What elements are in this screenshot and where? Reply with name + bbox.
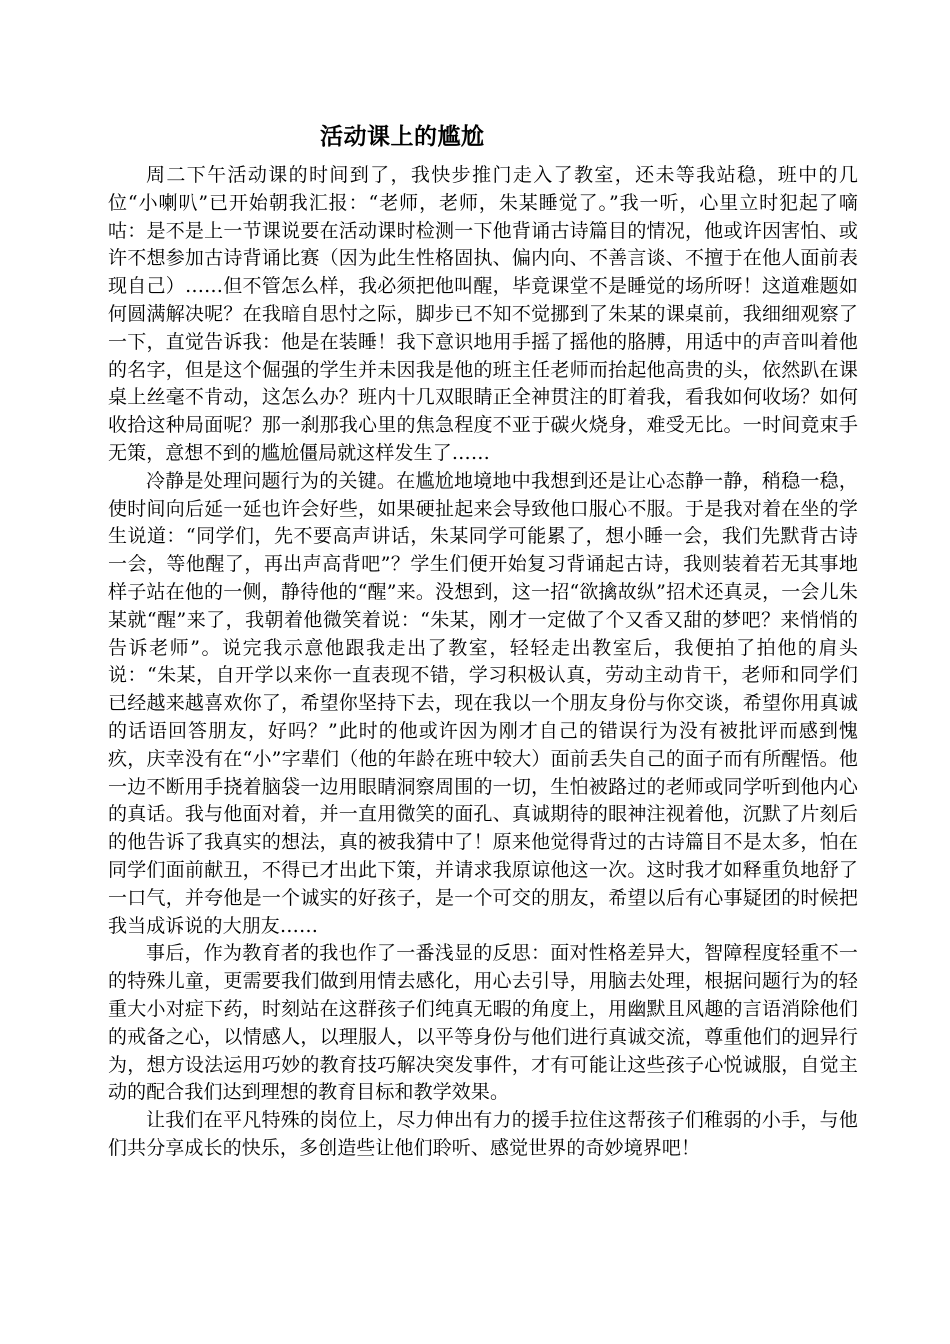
- document-page: [108, 118, 858, 1163]
- document-title: 活动课上的尴尬: [320, 123, 485, 150]
- paragraph-4: 让我们在平凡特殊的岗位上，尽力伸出有力的援手拉住这帮孩子们稚弱的小手，与他们共分享成长的快乐，多创造些让他们聆听、感觉世界的奇妙境界吧！: [108, 1109, 858, 1159]
- paragraph-3: 事后，作为教育者的我也作了一番浅显的反思：面对性格差异大，智障程度轻重不一的特殊儿童，更需要我们做到用情去感化，用心去引导，用脑去处理，根据问题行为的轻重大小对症下药，时刻站在这群孩子们纯真无暇的角度上，用幽默且风趣的言语消除他们的戒备之心，以情感人，以理服人，以平等身份与他们进行真诚交流，尊重他们的迥异行为，想方设法运用巧妙的教育技巧解决突发事件，才有可能让这些孩子心悦诚服，自觉主动的配合我们达到理想的教育目标和教学效果。: [108, 942, 858, 1104]
- paragraph-2: 冷静是处理问题行为的关键。在尴尬地境地中我想到还是让心态静一静，稍稳一稳，使时间向后延一延也许会好些，如果硬扯起来会导致他口服心不服。于是我对着在坐的学生说道：“同学们，先不要高声讲话，朱某同学可能累了，想小睡一会，我们先默背古诗一会，等他醒了，再出声高背吧”？学生们便开始复习背诵起古诗，我则装着若无其事地样子站在他的一侧，静待他的“醒”来。没想到，这一招“欲擒故纵”招术还真灵，一会儿朱某就“醒”来了，我朝着他微笑着说：“朱某，刚才一定做了个又香又甜的梦吧？来悄悄的告诉老师”。说完我示意他跟我走出了教室，轻轻走出教室后，我便拍了拍他的肩头说：“朱某，自开学以来你一直表现不错，学习积极认真，劳动主动肯干，老师和同学们已经越来越喜欢你了，希望你坚持下去，现在我以一个朋友身份与你交谈，希望你用真诚的话语回答朋友，好吗？”此时的他或许因为刚才自己的错误行为没有被批评而感到愧疚，庆幸没有在“小”字辈们（他的年龄在班中较大）面前丢失自己的面子而有所醒悟。他一边不断用手挠着脑袋一边用眼睛洞察周围的一切，生怕被路过的老师或同学听到他内心的真话。我与他面对着，并一直用微笑的面孔、真诚期待的眼神注视着他，沉默了片刻后的他告诉了我真实的想法，真的被我猜中了！原来他觉得背过的古诗篇目不是太多，怕在同学们面前献丑，不得已才出此下策，并请求我原谅他这一次。这时我才如释重负地舒了一口气，并夸他是一个诚实的好孩子，是一个可交的朋友，希望以后有心事疑团的时候把我当成诉说的大朋友……: [108, 469, 858, 937]
- paragraph-1: 周二下午活动课的时间到了，我快步推门走入了教室，还未等我站稳，班中的几位“小喇叭”已开始朝我汇报：“老师，老师，朱某睡觉了。”我一听，心里立时犯起了嘀咕：是不是上一节课说要在活动课时检测一下他背诵古诗篇目的情况，他或许因害怕、或许不想参加古诗背诵比赛（因为此生性格固执、偏内向、不善言谈、不擅于在他人面前表现自己）……但不管怎么样，我必须把他叫醒，毕竟课堂不是睡觉的场所呀！这道难题如何圆满解决呢？在我暗自思忖之际，脚步已不知不觉挪到了朱某的课桌前，我细细观察了一下，直觉告诉我：他是在装睡！我下意识地用手摇了摇他的胳膊，用适中的声音叫着他的名字，但是这个倔强的学生并未因我是他的班主任老师而抬起他高贵的头，依然趴在课桌上丝毫不肯动，这怎么办？班内十几双眼睛正全神贯注的盯着我，看我如何收场？如何收拾这种局面呢？那一刹那我心里的焦急程度不亚于碳火烧身，难受无比。一时间竟束手无策，意想不到的尴尬僵局就这样发生了……: [108, 164, 858, 464]
